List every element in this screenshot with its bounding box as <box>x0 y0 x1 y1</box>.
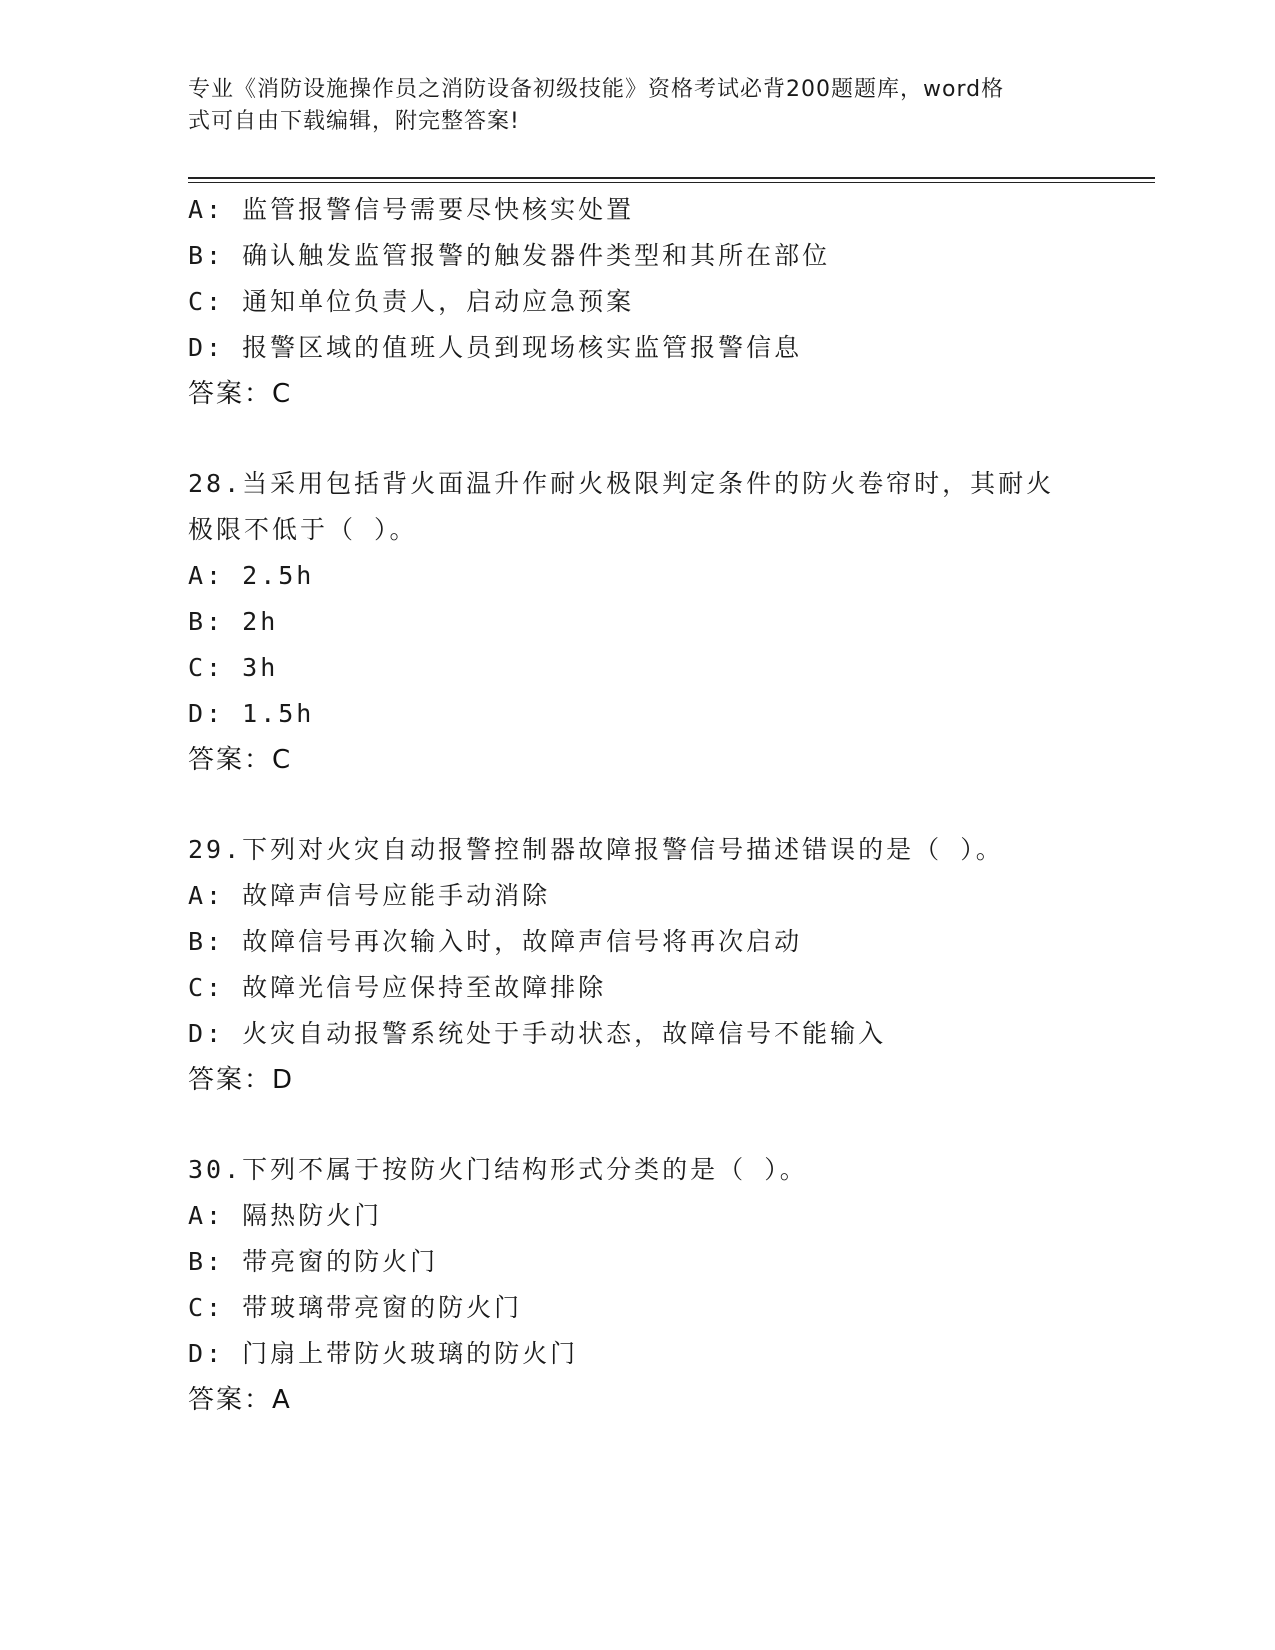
header-rule-thin <box>188 182 1155 183</box>
answer-line: 答案：C <box>188 745 293 775</box>
answer-line: 答案：A <box>188 1385 292 1415</box>
answer-line: 答案：C <box>188 379 293 409</box>
option-d: D: 门扇上带防火玻璃的防火门 <box>188 1339 579 1368</box>
option-d: D: 火灾自动报警系统处于手动状态，故障信号不能输入 <box>188 1019 887 1048</box>
option-a: A: 隔热防火门 <box>188 1201 383 1230</box>
answer-line: 答案：D <box>188 1065 295 1095</box>
option-b: B: 确认触发监管报警的触发器件类型和其所在部位 <box>188 241 831 270</box>
question-block-28 <box>188 461 1088 783</box>
option-d: D: 1.5h <box>188 699 315 728</box>
question-block-prev <box>188 187 1088 417</box>
question-text: 30.下列不属于按防火门结构形式分类的是（ ）。 <box>188 1155 808 1184</box>
question-text: 29.下列对火灾自动报警控制器故障报警信号描述错误的是（ ）。 <box>188 835 1004 864</box>
question-text: 28.当采用包括背火面温升作耐火极限判定条件的防火卷帘时，其耐火极限不低于（ ）。 <box>188 469 1055 544</box>
option-c: C: 带玻璃带亮窗的防火门 <box>188 1293 523 1322</box>
option-c: C: 通知单位负责人，启动应急预案 <box>188 287 635 316</box>
option-a: A: 故障声信号应能手动消除 <box>188 881 551 910</box>
question-list <box>188 187 1088 1423</box>
option-c: C: 3h <box>188 653 279 682</box>
option-b: B: 带亮窗的防火门 <box>188 1247 439 1276</box>
option-b: B: 2h <box>188 607 279 636</box>
question-block-30 <box>188 1147 1088 1423</box>
option-a: A: 监管报警信号需要尽快核实处置 <box>188 195 635 224</box>
question-block-29 <box>188 827 1088 1103</box>
header-line-2: 式可自由下载编辑，附完整答案! <box>188 109 520 134</box>
option-a: A: 2.5h <box>188 561 315 590</box>
header-line-1: 专业《消防设施操作员之消防设备初级技能》资格考试必背200题题库，word格 <box>188 77 1005 102</box>
option-b: B: 故障信号再次输入时，故障声信号将再次启动 <box>188 927 803 956</box>
option-d: D: 报警区域的值班人员到现场核实监管报警信息 <box>188 333 803 362</box>
option-c: C: 故障光信号应保持至故障排除 <box>188 973 607 1002</box>
document-header <box>188 74 1068 138</box>
header-rule-thick <box>188 177 1155 179</box>
